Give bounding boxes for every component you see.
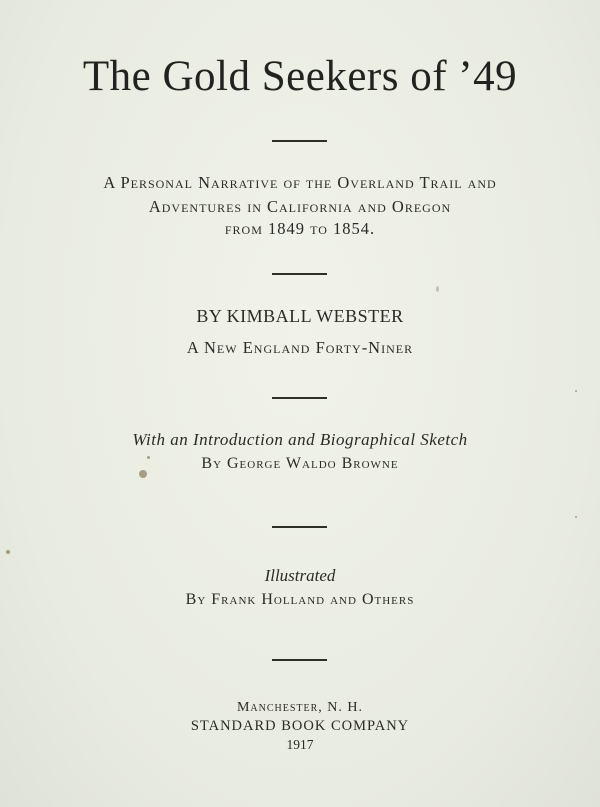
illustrations-author: By Frank Holland and Others <box>185 591 415 608</box>
subtitle-line-1: A Personal Narrative of the Overland Trail and <box>103 173 497 192</box>
book-title: The Gold Seekers of ’49 <box>82 53 518 100</box>
publication-year: 1917 <box>286 737 314 752</box>
divider-rule <box>272 273 327 275</box>
author-description: A New England Forty-Niner <box>186 338 414 357</box>
introduction-text: With an Introduction and Biographical Sketch <box>132 430 468 449</box>
foxing-spot <box>147 456 150 459</box>
divider-rule <box>272 397 327 399</box>
foxing-spot <box>6 550 10 554</box>
divider-rule <box>272 526 327 528</box>
publisher-name: STANDARD BOOK COMPANY <box>190 718 410 734</box>
foxing-spot <box>575 390 577 392</box>
subtitle-line-2: Adventures in California and Oregon <box>148 197 452 216</box>
subtitle-line-3: from 1849 to 1854. <box>224 219 376 238</box>
foxing-spot <box>575 516 577 518</box>
foxing-spot <box>436 286 439 292</box>
foxing-spot <box>139 470 147 478</box>
illustrations-text: Illustrated <box>264 566 336 585</box>
divider-rule <box>272 659 327 661</box>
divider-rule <box>272 140 327 142</box>
publisher-place: Manchester, N. H. <box>236 700 364 715</box>
introduction-author: By George Waldo Browne <box>201 455 399 472</box>
author-name: BY KIMBALL WEBSTER <box>196 306 404 326</box>
